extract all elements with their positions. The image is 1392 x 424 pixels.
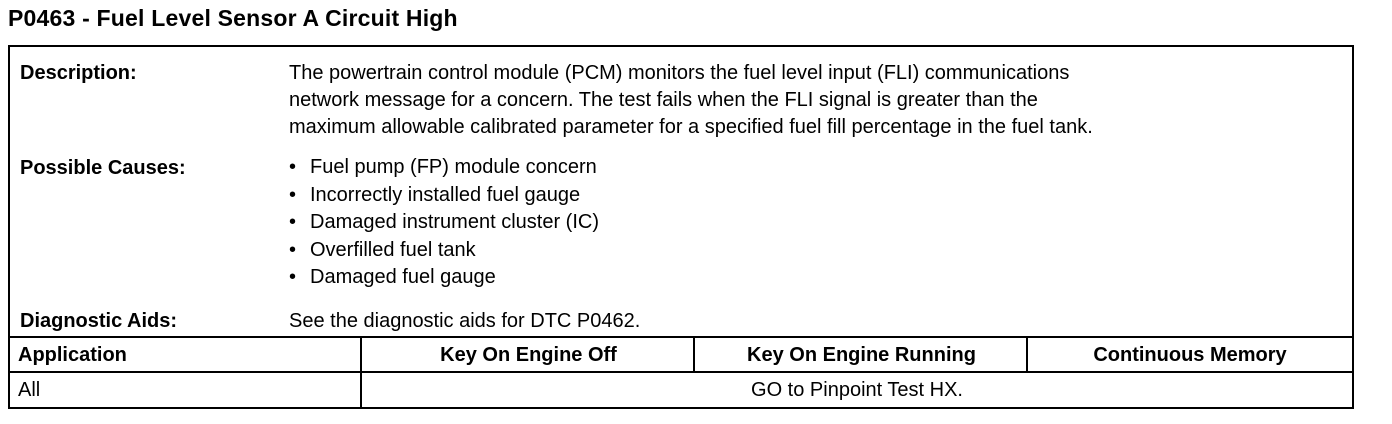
column-divider <box>693 338 695 373</box>
header-key-on-engine-off: Key On Engine Off <box>440 344 617 366</box>
description-line-1: The powertrain control module (PCM) monitors the fuel level input (FLI) communications <box>289 62 1070 84</box>
table-header-row <box>10 338 1352 373</box>
table-cell-action: GO to Pinpoint Test HX. <box>751 379 963 401</box>
cause-item: • Damaged instrument cluster (IC) <box>289 209 599 237</box>
diagnostic-aids-label: Diagnostic Aids: <box>20 310 178 332</box>
header-key-on-engine-running: Key On Engine Running <box>747 344 976 366</box>
diagnostic-aids-text: See the diagnostic aids for DTC P0462. <box>289 310 641 332</box>
cause-item: • Overfilled fuel tank <box>289 237 599 265</box>
possible-causes-label: Possible Causes: <box>20 157 186 179</box>
header-application: Application <box>18 344 127 366</box>
header-continuous-memory: Continuous Memory <box>1093 344 1287 366</box>
description-line-3: maximum allowable calibrated parameter for a specified fuel fill percentage in the fuel tank. <box>289 116 1093 138</box>
description-line-2: network message for a concern. The test fails when the FLI signal is greater than the <box>289 89 1038 111</box>
cause-item: • Incorrectly installed fuel gauge <box>289 182 599 210</box>
table-cell-application: All <box>18 379 41 401</box>
column-divider <box>1026 338 1028 373</box>
cause-item: • Fuel pump (FP) module concern <box>289 154 599 182</box>
possible-causes-list <box>289 154 599 292</box>
page-title: P0463 - Fuel Level Sensor A Circuit High <box>8 5 458 31</box>
dtc-info-box <box>8 45 1354 409</box>
application-table <box>10 336 1352 407</box>
cause-item: • Damaged fuel gauge <box>289 264 599 292</box>
description-label: Description: <box>20 62 137 84</box>
